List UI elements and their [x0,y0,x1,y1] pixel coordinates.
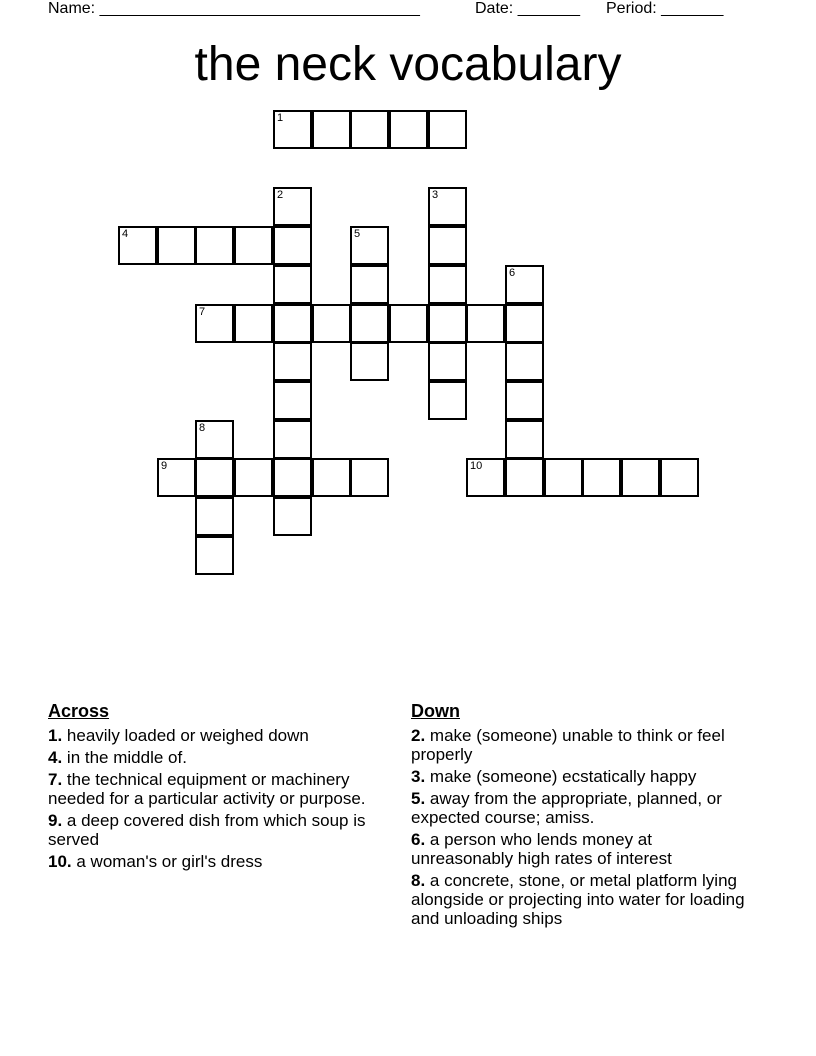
crossword-cell[interactable] [157,226,196,265]
crossword-cell[interactable] [234,226,273,265]
clue-number-label: 1 [277,112,284,124]
clue-number: 5. [411,789,426,808]
crossword-cell[interactable] [234,304,273,343]
clue-text: make (someone) unable to think or feel properly [411,726,725,764]
crossword-cell[interactable] [505,265,544,304]
crossword-cell[interactable] [428,226,467,265]
clue-number: 1. [48,726,63,745]
crossword-cell[interactable] [428,304,467,343]
name-field-label[interactable]: Name: ____________________________________ [48,0,420,17]
clue-number-label: 8 [199,422,206,434]
clue-number: 3. [411,767,426,786]
crossword-cell[interactable] [118,226,157,265]
crossword-cell[interactable] [273,187,312,226]
clue-text: a deep covered dish from which soup is served [48,811,366,849]
crossword-cell[interactable] [428,381,467,420]
clue-number-label: 4 [122,228,129,240]
crossword-cell[interactable] [273,420,312,459]
clue-number-label: 9 [161,460,168,472]
date-field-label[interactable]: Date: _______ [475,0,580,17]
clue-text: make (someone) ecstatically happy [425,767,697,786]
clue-number-label: 3 [432,189,439,201]
clue-text: the technical equipment or machinery needed for a particular activity or purpose. [48,770,366,808]
crossword-cell[interactable] [312,110,351,149]
clue-number: 7. [48,770,63,789]
page-title: the neck vocabulary [194,38,622,91]
clue-number: 9. [48,811,63,830]
crossword-cell[interactable] [621,458,660,497]
crossword-cell[interactable] [195,497,234,536]
clue-text: a person who lends money at unreasonably high rates of interest [411,830,672,868]
crossword-cell[interactable] [350,265,389,304]
clue-across-1 [48,726,408,745]
crossword-cell[interactable] [195,304,234,343]
crossword-cell[interactable] [466,304,505,343]
crossword-cell[interactable] [505,304,544,343]
clue-number-label: 6 [509,267,516,279]
crossword-cell[interactable] [234,458,273,497]
crossword-cell[interactable] [505,381,544,420]
clue-text: away from the appropriate, planned, or expected course; amiss. [411,789,722,827]
clue-number: 2. [411,726,426,745]
crossword-cell[interactable] [660,458,699,497]
crossword-cell[interactable] [195,536,234,575]
clue-text: in the middle of. [62,748,187,767]
clue-number-label: 2 [277,189,284,201]
crossword-cell[interactable] [195,458,234,497]
crossword-cell[interactable] [195,420,234,459]
down-clues [411,700,756,931]
crossword-cell[interactable] [582,458,621,497]
crossword-cell[interactable] [312,304,351,343]
clue-number-label: 5 [354,228,361,240]
clue-text: heavily loaded or weighed down [62,726,309,745]
crossword-cell[interactable] [350,342,389,381]
crossword-cell[interactable] [273,265,312,304]
crossword-cell[interactable] [273,497,312,536]
crossword-cell[interactable] [505,342,544,381]
crossword-cell[interactable] [428,187,467,226]
crossword-cell[interactable] [389,304,428,343]
crossword-cell[interactable] [350,110,389,149]
clue-across-10 [48,852,408,871]
crossword-cell[interactable] [428,265,467,304]
clue-down-5 [411,789,756,827]
down-heading: Down [411,701,460,721]
crossword-cell[interactable] [505,458,544,497]
crossword-cell[interactable] [350,458,389,497]
across-clues [48,700,408,874]
crossword-cell[interactable] [157,458,196,497]
crossword-cell[interactable] [273,304,312,343]
crossword-cell[interactable] [428,110,467,149]
crossword-cell[interactable] [273,110,312,149]
crossword-cell[interactable] [312,458,351,497]
crossword-cell[interactable] [273,342,312,381]
crossword-cell[interactable] [466,458,505,497]
clue-number: 6. [411,830,426,849]
crossword-cell[interactable] [195,226,234,265]
clue-number-label: 7 [199,306,206,318]
crossword-cell[interactable] [350,304,389,343]
crossword-cell[interactable] [273,381,312,420]
clue-down-8 [411,871,756,928]
clue-down-6 [411,830,756,868]
clue-across-9 [48,811,408,849]
crossword-cell[interactable] [389,110,428,149]
clue-text: a woman's or girl's dress [71,852,263,871]
crossword-cell[interactable] [273,458,312,497]
clue-text: a concrete, stone, or metal platform lying alongside or projecting into water for loading and unloading ships [411,871,745,928]
crossword-cell[interactable] [428,342,467,381]
crossword-cell[interactable] [350,226,389,265]
clue-number: 10. [48,852,72,871]
crossword-cell[interactable] [273,226,312,265]
clue-number: 8. [411,871,426,890]
clue-number-label: 10 [470,460,483,472]
crossword-cell[interactable] [544,458,583,497]
clue-across-7 [48,770,408,808]
crossword-cell[interactable] [505,420,544,459]
clue-down-2 [411,726,756,764]
clue-down-3 [411,767,756,786]
clue-across-4 [48,748,408,767]
clue-number: 4. [48,748,63,767]
across-heading: Across [48,701,110,721]
period-field-label[interactable]: Period: _______ [606,0,724,17]
